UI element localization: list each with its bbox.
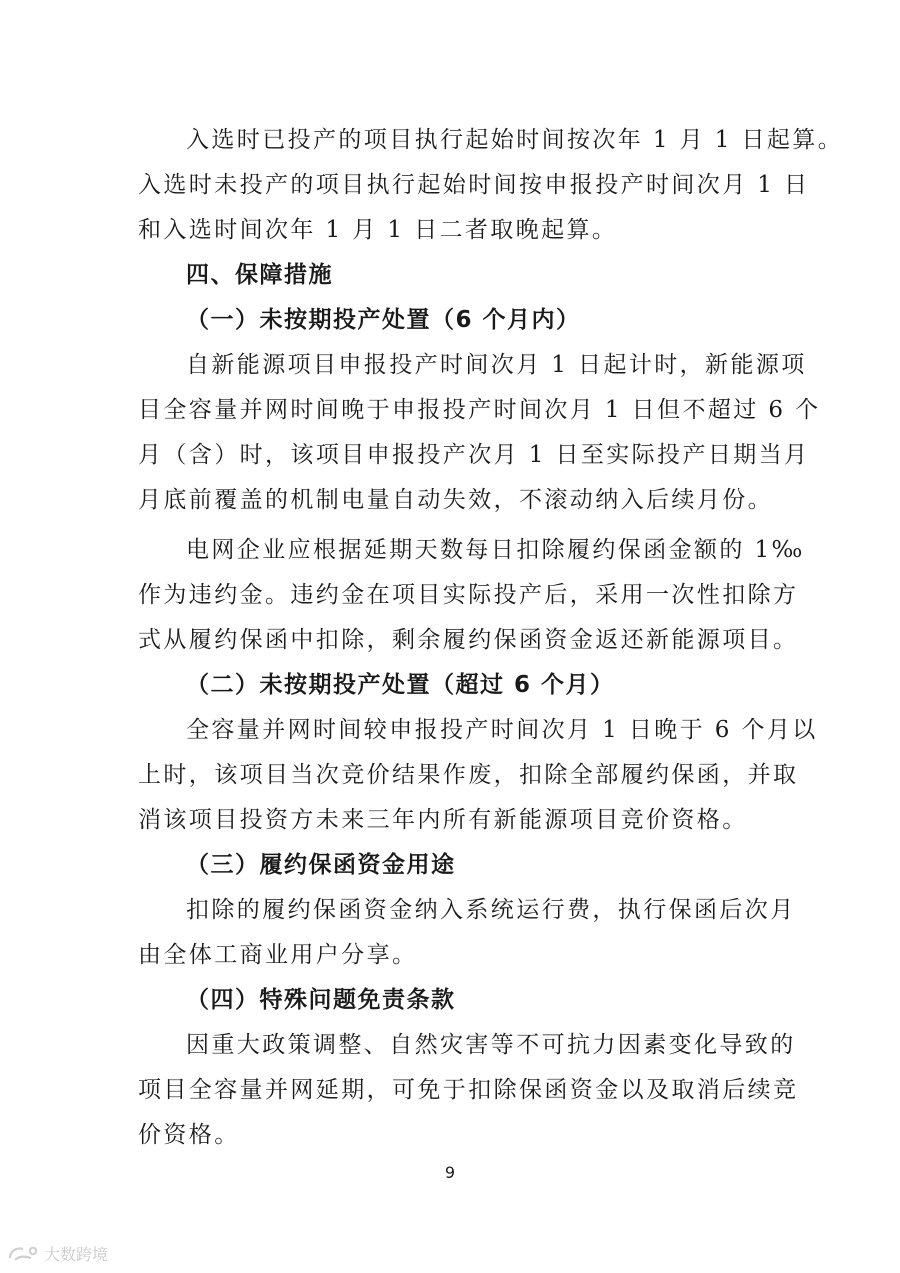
text-line-10: 电网企业应根据延期天数每日扣除履约保函金额的 1‰ (186, 537, 805, 563)
text-line-6: 自新能源项目申报投产时间次月 1 日起计时，新能源项 (186, 352, 807, 378)
watermark-logo-icon (6, 1244, 40, 1264)
text-line-19: 由全体工商业用户分享。 (138, 942, 418, 968)
text-line-8: 月（含）时，该项目申报投产次月 1 日至实际投产日期当月 (138, 442, 810, 468)
text-line-14: 全容量并网时间较申报投产时间次月 1 日晚于 6 个月以 (186, 717, 818, 743)
text-line-2: 入选时未投产的项目执行起始时间按申报投产时间次月 1 日 (138, 172, 810, 198)
text-line-16: 消该项目投资方未来三年内所有新能源项目竞价资格。 (138, 807, 748, 833)
subheading-3: （三）履约保函资金用途 (186, 852, 456, 878)
text-line-23: 价资格。 (138, 1122, 240, 1148)
subheading-2: （二）未按期投产处置（超过 6 个月） (186, 672, 615, 698)
text-line-7: 目全容量并网时间晚于申报投产时间次月 1 日但不超过 6 个 (138, 397, 821, 423)
text-line-12: 式从履约保函中扣除，剩余履约保函资金返还新能源项目。 (138, 627, 799, 653)
watermark-text: 大数跨境 (44, 1245, 109, 1264)
subheading-4: （四）特殊问题免责条款 (186, 987, 456, 1013)
text-line-3: 和入选时间次年 1 月 1 日二者取晚起算。 (138, 217, 618, 243)
section-heading-4: 四、保障措施 (186, 262, 333, 288)
text-line-11: 作为违约金。违约金在项目实际投产后，采用一次性扣除方 (138, 582, 799, 608)
watermark (6, 1242, 108, 1265)
page-number: 9 (444, 1163, 456, 1182)
text-line-9: 月底前覆盖的机制电量自动失效，不滚动纳入后续月份。 (138, 487, 773, 513)
text-line-1: 入选时已投产的项目执行起始时间按次年 1 月 1 日起算。 (186, 127, 844, 153)
text-line-22: 项目全容量并网延期，可免于扣除保函资金以及取消后续竞 (138, 1077, 799, 1103)
subheading-1: （一）未按期投产处置（6 个月内） (186, 307, 581, 333)
text-line-21: 因重大政策调整、自然灾害等不可抗力因素变化导致的 (186, 1032, 796, 1058)
text-line-15: 上时，该项目当次竞价结果作废，扣除全部履约保函，并取 (138, 762, 799, 788)
text-line-18: 扣除的履约保函资金纳入系统运行费，执行保函后次月 (186, 897, 796, 923)
